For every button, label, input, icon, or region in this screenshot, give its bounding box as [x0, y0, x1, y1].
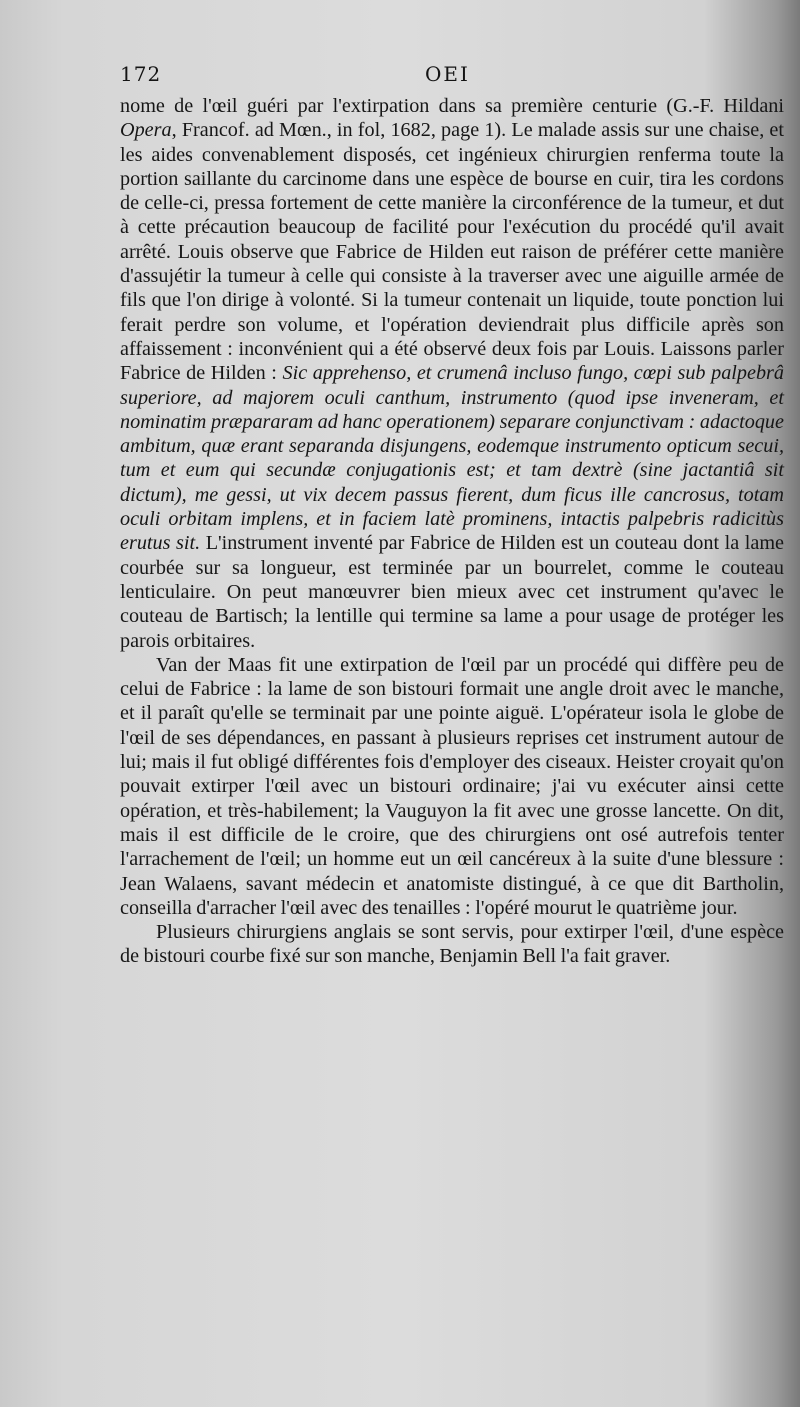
paragraph-1	[120, 94, 784, 653]
paragraph-2: Van der Maas fit une extirpation de l'œil par un procédé qui diffère peu de celui de Fabrice : la lame de son bistouri formait une angle droit avec le manche, et il paraît qu'elle se terminait par une pointe aiguë. L'opérateur isola le globe de l'œil de ses dépendances, en passant à plusieurs reprises cet instrument autour de lui; mais il fut obligé différentes fois d'employer des ciseaux. Heister croyait qu'on pouvait extirper l'œil avec un bistouri ordinaire; j'ai vu exécuter ainsi cette opération, et très-habilement; la Vauguyon la fit avec une grosse lancette. On dit, mais il est difficile de le croire, que des chirurgiens ont osé autrefois tenter l'arrachement de l'œil; un homme eut un œil cancéreux à la suite d'une blessure : Jean Walaens, savant médecin et anatomiste distingué, à ce que dit Bartholin, conseilla d'arracher l'œil avec des tenailles : l'opéré mourut le quatrième jour.	[120, 653, 784, 919]
paragraph-1-part-c: , Francof. ad Mœn., in fol, 1682, page 1). Le malade assis sur une chaise, et les aides convenablement disposés, cet ingénieux chirurgien renferma toute la portion saillante du carcinome dans une espèce de bourse en cuir, tira les cordons de celle-ci, pressa fortement de cette manière la circonférence de la tumeur, et dut à cette précaution beaucoup de facilité pour l'exécution du procédé qu'il avait arrêté. Louis observe que Fabrice de Hilden eut raison de préférer cette manière d'assujétir la tumeur à celle qui consiste à la traverser avec une aiguille armée de fils que l'on dirige à volonté. Si la tumeur contenait un liquide, toute ponction lui ferait perdre son volume, et l'opération deviendrait plus difficile après son affaissement : inconvénient qui a été observé deux fois par Louis. Laissons parler Fabrice de Hilden :	[120, 119, 784, 385]
paragraph-1-part-d: L'instrument inventé par Fabrice de Hilden est un couteau dont la lame courbée sur sa longueur, est terminée par un bourrelet, comme le couteau lenticulaire. On peut manœuvrer bien mieux avec cet instrument qu'avec le couteau de Bartisch; la lentille qui termine sa lame a pour usage de protéger les parois orbitaires.	[120, 532, 784, 652]
latin-quotation: Sic apprehenso, et crumenâ incluso fungo, cœpi sub palpebrâ superiore, ad majorem oculi canthum, instrumento (quod ipse inveneram, et nominatim præpararam ad hanc operationem) separare conjunctivam : adactoque ambitum, quæ erant separanda disjungens, eodemque instrumento opticum secui, tum et eum qui secundæ conjugationis est; et tam dextrè (sine jactantiâ sit dictum), me gessi, ut vix decem passus fierent, dum ficus ille cancrosus, totam oculi orbitam implens, et in faciem latè prominens, intactis palpebris radicitùs erutus sit.	[120, 362, 784, 555]
page-number: 172	[120, 62, 162, 86]
page-header	[120, 62, 780, 92]
paragraph-1-title: Opera	[120, 119, 172, 142]
paragraph-1-part-a: nome de l'œil guéri par l'extirpation dans sa première centurie (G.-F. Hildani	[120, 95, 784, 117]
paragraph-3: Plusieurs chirurgiens anglais se sont servis, pour extirper l'œil, d'une espèce de bistouri courbe fixé sur son manche, Benjamin Bell l'a fait graver.	[120, 921, 784, 968]
page-body	[120, 94, 784, 1324]
running-head: OEI	[425, 62, 470, 86]
